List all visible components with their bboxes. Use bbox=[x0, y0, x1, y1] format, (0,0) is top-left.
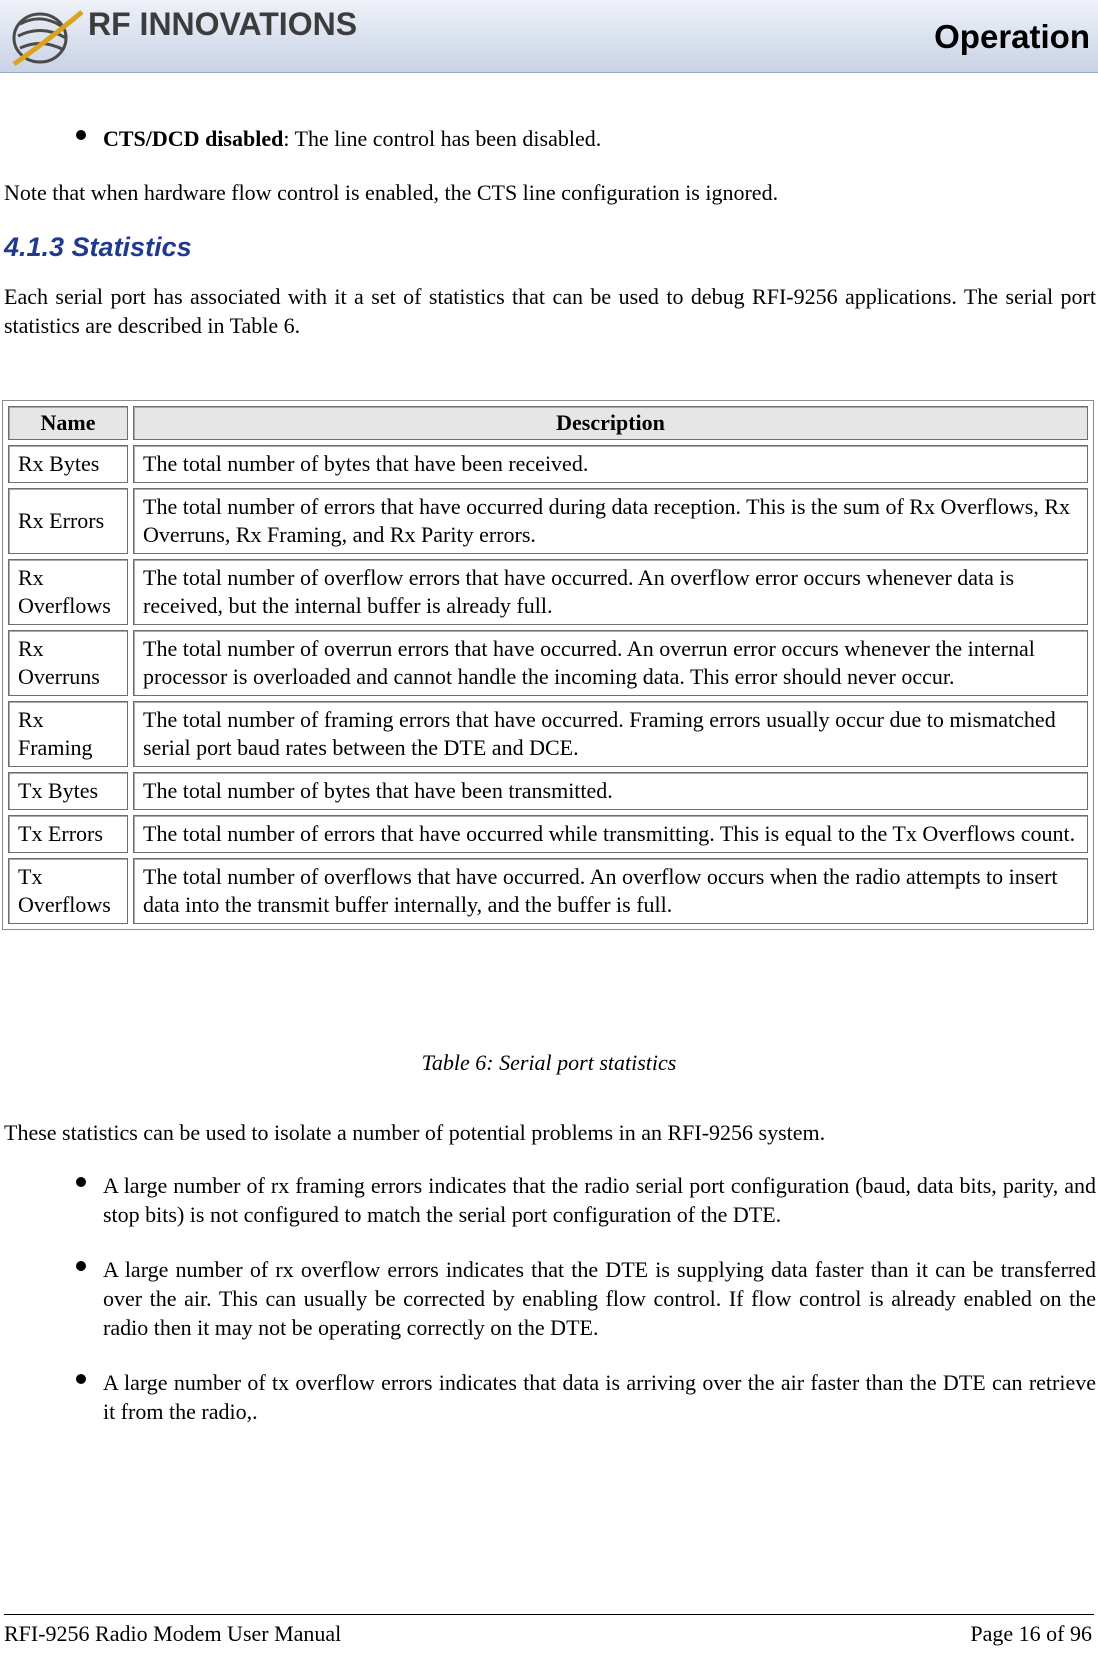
stat-name: Rx Overflows bbox=[8, 559, 128, 625]
page-section-title: Operation bbox=[934, 18, 1090, 55]
stat-name: Tx Bytes bbox=[8, 772, 128, 810]
stat-description: The total number of overflow errors that have occurred. An overflow error occurs whenever data is received, but the internal buffer is already full. bbox=[133, 559, 1088, 625]
footer-page-number: Page 16 of 96 bbox=[970, 1621, 1092, 1646]
page-content bbox=[4, 124, 1096, 340]
post-table-content bbox=[4, 1118, 1096, 1426]
stat-name: Rx Overruns bbox=[8, 630, 128, 696]
stat-description: The total number of framing errors that have occurred. Framing errors usually occur due to mismatched serial port baud rates between the DTE and DCE. bbox=[133, 701, 1088, 767]
table-caption: Table 6: Serial port statistics bbox=[421, 1050, 677, 1075]
table-row bbox=[8, 772, 1088, 810]
rf-innovations-logo-icon bbox=[6, 2, 86, 70]
list-item: A large number of rx framing errors indicates that the radio serial port configuration (baud, data bits, parity, and stop bits) is not configured to match the serial port configuration of the DTE. bbox=[4, 1171, 1096, 1229]
table-row bbox=[8, 858, 1088, 924]
table-row bbox=[8, 815, 1088, 853]
section-paragraph: Each serial port has associated with it a set of statistics that can be used to debug RFI-9256 applications. The serial port statistics are described in Table 6. bbox=[4, 284, 1096, 338]
stat-name: Rx Framing bbox=[8, 701, 128, 767]
stat-description: The total number of errors that have occurred while transmitting. This is equal to the Tx Overflows count. bbox=[133, 815, 1088, 853]
table-row bbox=[8, 559, 1088, 625]
stat-name: Tx Errors bbox=[8, 815, 128, 853]
column-header-description: Description bbox=[133, 406, 1088, 440]
column-header-name: Name bbox=[8, 406, 128, 440]
table-row bbox=[8, 445, 1088, 483]
stat-name: Rx Errors bbox=[8, 488, 128, 554]
bullet-text: : The line control has been disabled. bbox=[283, 126, 602, 151]
page-header bbox=[0, 0, 1098, 73]
table-row bbox=[8, 488, 1088, 554]
stat-description: The total number of errors that have occurred during data reception. This is the sum of Rx Overflows, Rx Overruns, Rx Framing, and Rx Parity errors. bbox=[133, 488, 1088, 554]
footer-divider bbox=[4, 1614, 1094, 1615]
list-item: A large number of tx overflow errors indicates that data is arriving over the air faster than the DTE can retrieve it from the radio,. bbox=[4, 1368, 1096, 1426]
stat-description: The total number of bytes that have been received. bbox=[133, 445, 1088, 483]
stat-name: Rx Bytes bbox=[8, 445, 128, 483]
hardware-flow-note: Note that when hardware flow control is enabled, the CTS line configuration is ignored. bbox=[4, 180, 779, 205]
list-item: A large number of rx overflow errors indicates that the DTE is supplying data faster than it can be transferred over the air. This can usually be corrected by enabling flow control. If flow control is already enabled on the radio then it may not be operating correctly on the DTE. bbox=[4, 1255, 1096, 1342]
stat-description: The total number of bytes that have been transmitted. bbox=[133, 772, 1088, 810]
footer-manual-title: RFI-9256 Radio Modem User Manual bbox=[4, 1621, 342, 1646]
table-header-row bbox=[8, 406, 1088, 440]
stat-name: Tx Overflows bbox=[8, 858, 128, 924]
bullet-term: CTS/DCD disabled bbox=[103, 126, 284, 151]
serial-port-statistics-table bbox=[2, 400, 1094, 930]
stat-description: The total number of overflows that have occurred. An overflow occurs when the radio attempts to insert data into the transmit buffer internally, and the buffer is full. bbox=[133, 858, 1088, 924]
statistics-usage-paragraph: These statistics can be used to isolate a number of potential problems in an RFI-9256 system. bbox=[4, 1120, 826, 1145]
logo-wordmark: RF INNOVATIONS bbox=[88, 6, 358, 42]
table-row bbox=[8, 701, 1088, 767]
stat-description: The total number of overrun errors that have occurred. An overrun error occurs whenever the internal processor is overloaded and cannot handle the incoming data. This error should never occur. bbox=[133, 630, 1088, 696]
section-heading: 4.1.3 Statistics bbox=[4, 232, 192, 262]
table-row bbox=[8, 630, 1088, 696]
list-item-cts-dcd bbox=[4, 124, 1096, 153]
